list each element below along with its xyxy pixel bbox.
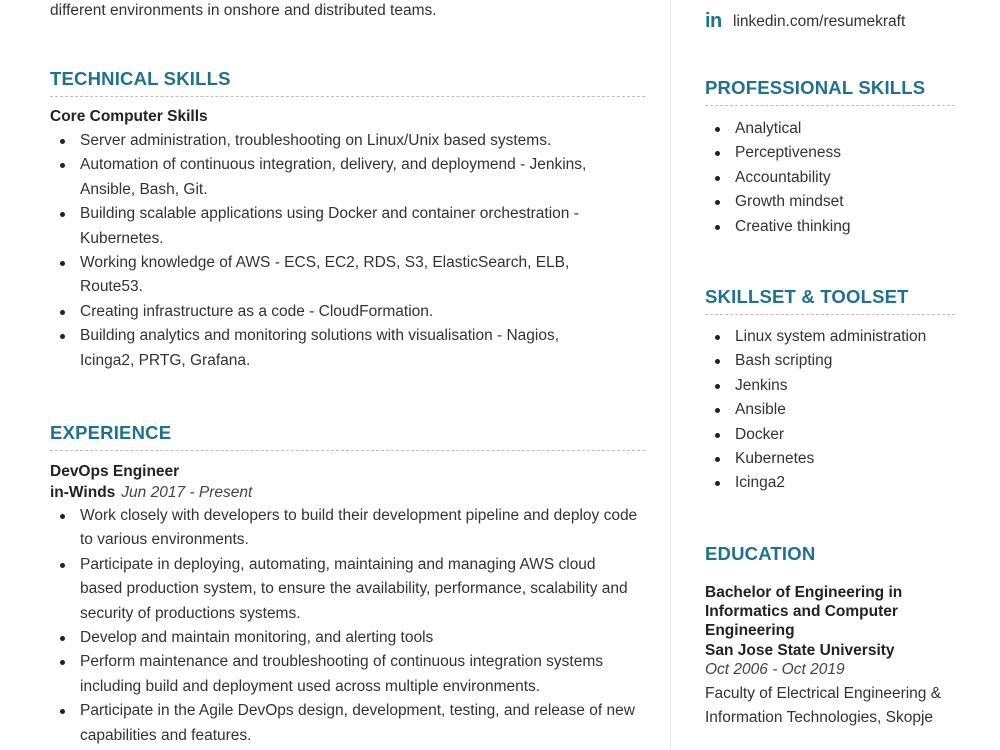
list-item: Building analytics and monitoring solutions with visualisation - Nagios, Icinga2, PRTG, Grafana. xyxy=(50,324,610,373)
job-company-line xyxy=(50,482,645,504)
list-item: Kubernetes xyxy=(705,447,955,471)
list-item: Analytical xyxy=(705,117,955,141)
list-item: Building scalable applications using Docker and container orchestration - Kubernetes. xyxy=(50,202,610,251)
list-item: Participate in the Agile DevOps design, development, testing, and release of new capabilities and features. xyxy=(50,699,640,748)
linkedin-icon: in xyxy=(705,10,722,32)
list-item: Docker xyxy=(705,423,955,447)
list-item: Server administration, troubleshooting on Linux/Unix based systems. xyxy=(50,129,610,153)
education-heading: EDUCATION xyxy=(705,543,816,564)
job-dates: Jun 2017 - Present xyxy=(121,484,253,501)
list-item: Icinga2 xyxy=(705,471,955,495)
technical-skills-section xyxy=(50,108,645,373)
list-item: Working knowledge of AWS - ECS, EC2, RDS, S3, ElasticSearch, ELB, Route53. xyxy=(50,251,610,300)
technical-skills-list xyxy=(50,129,610,373)
core-skills-subtitle: Core Computer Skills xyxy=(50,108,208,125)
education-dates: Oct 2006 - Oct 2019 xyxy=(705,661,845,678)
list-item: Accountability xyxy=(705,166,955,190)
list-item: Ansible xyxy=(705,398,955,422)
education-degree: Bachelor of Engineering in Informatics and Computer Engineering xyxy=(705,584,903,639)
job-title: DevOps Engineer xyxy=(50,463,180,480)
list-item: Creating infrastructure as a code - CloudFormation. xyxy=(50,300,610,324)
column-divider xyxy=(670,0,671,750)
experience-list xyxy=(50,504,640,748)
professional-skills-list xyxy=(705,117,955,239)
experience-section xyxy=(50,462,645,748)
professional-skills-heading: PROFESSIONAL SKILLS xyxy=(705,77,955,106)
list-item: Growth mindset xyxy=(705,190,955,214)
list-item: Automation of continuous integration, delivery, and deploymend - Jenkins, Ansible, Bash, Git. xyxy=(50,153,610,202)
list-item: Linux system administration xyxy=(705,325,955,349)
list-item: Work closely with developers to build their development pipeline and deploy code to various environments. xyxy=(50,504,640,553)
list-item: Develop and maintain monitoring, and alerting tools xyxy=(50,626,640,650)
list-item: Jenkins xyxy=(705,374,955,398)
list-item: Bash scripting xyxy=(705,349,955,373)
education-section xyxy=(705,583,950,731)
education-school: San Jose State University xyxy=(705,642,895,659)
list-item: Participate in deploying, automating, maintaining and managing AWS cloud based production system, to ensure the availability, performance, scalability and security of productions systems. xyxy=(50,553,640,626)
experience-heading: EXPERIENCE xyxy=(50,422,645,451)
list-item: Perform maintenance and troubleshooting of continuous integration systems including build and deployment used across multiple environments. xyxy=(50,650,640,699)
skillset-list xyxy=(705,325,955,496)
list-item: Perceptiveness xyxy=(705,141,955,165)
summary-text: different environments in onshore and distributed teams. xyxy=(50,2,437,19)
list-item: Creative thinking xyxy=(705,215,955,239)
linkedin-link[interactable]: linkedin.com/resumekraft xyxy=(733,12,906,30)
education-description: Faculty of Electrical Engineering & Information Technologies, Skopje xyxy=(705,685,942,727)
company-name: in-Winds xyxy=(50,484,116,501)
linkedin-contact[interactable] xyxy=(705,10,905,33)
skillset-heading: SKILLSET & TOOLSET xyxy=(705,286,955,315)
technical-skills-heading: TECHNICAL SKILLS xyxy=(50,68,645,97)
